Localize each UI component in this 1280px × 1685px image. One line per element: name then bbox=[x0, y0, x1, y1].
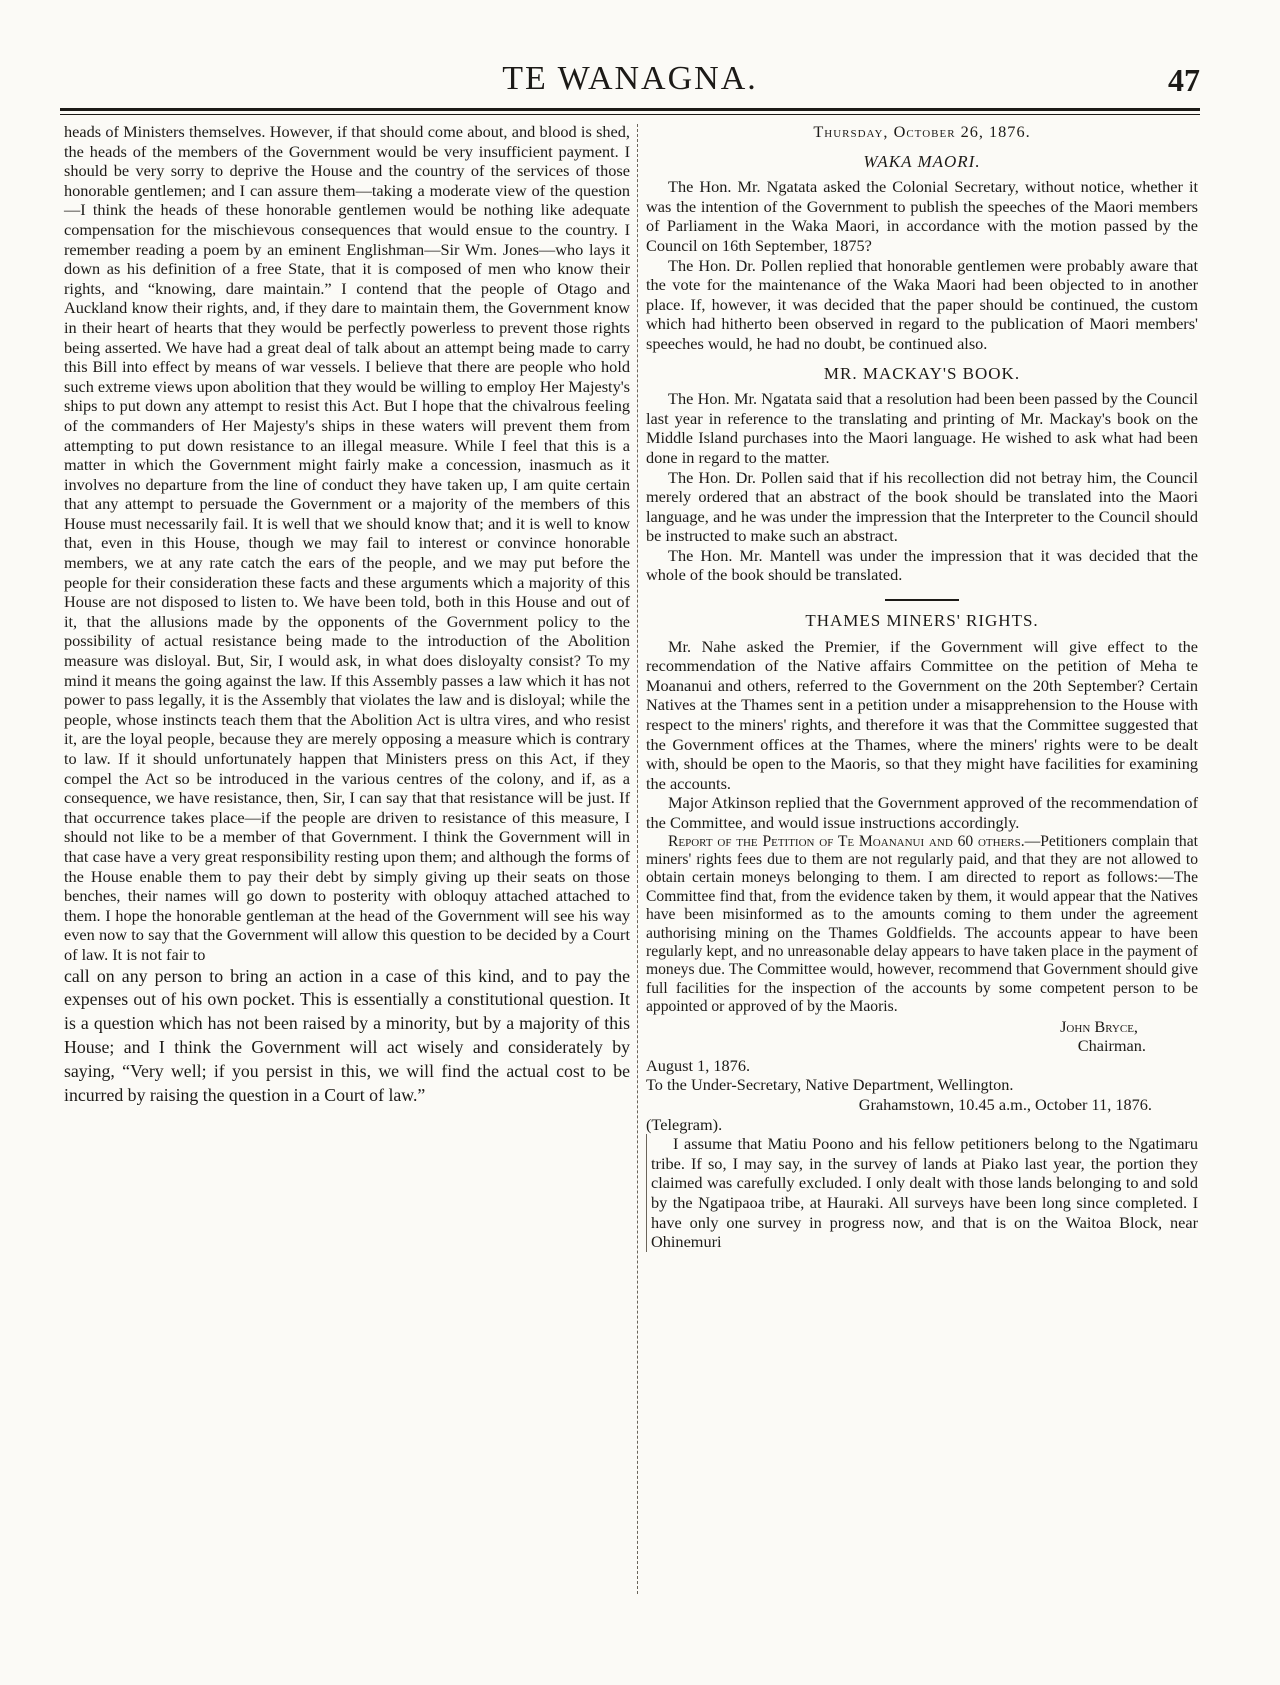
column-divider bbox=[637, 124, 638, 1594]
left-paragraph: heads of Ministers themselves. However, if that should come about, and blood is shed, the heads of the members of the Government would be very insufficient payment. I should be very sorry to deprive the House and the country of the services of those honorable gentlemen; and I can assure them—taking a moderate view of the question—I think the heads of these honorable gentlemen would be nothing like adequate compensation for the mischievous consequences that would ensue to the country. I remember reading a poem by an eminent Englishman—Sir Wm. Jones—who lays it down as his definition of a free State, that it is composed of men who know their rights, and “knowing, dare maintain.” I contend that the people of Otago and Auckland know their rights, and, if they dare to maintain them, the Government know in their heart of hearts that they would be perfectly powerless to prevent those rights being asserted. We have had a great deal of talk about an attempt being made to carry this Bill into effect by means of war vessels. I believe that there are people who hold such extreme views upon abolition that they would be willing to employ Her Majesty's ships to put down any attempt to resist this Act. But I hope that the chivalrous feeling of the commanders of Her Majesty's ships in these waters will prevent them from attempting to put down resistance to an illegal measure. While I feel that this is a matter in which the Government might fairly make a concession, inasmuch as it involves no departure from the line of conduct they have taken up, I am quite certain that any attempt to persuade the Government or a majority of the members of this House must necessarily fail. It is well that we should know that; and it is well to know that, even in this House, though we may fail to interest or convince honorable members, we at any rate catch the ears of the people, and we may put before the people for their consideration these facts and these arguments which a majority of this House are not disposed to listen to. We have been told, both in this House and out of it, that the allusions made by the opponents of the Government policy to the possibility of actual resistance being made to the introduction of the Abolition measure was disloyal. But, Sir, I would ask, in what does disloyalty consist? To my mind it means the going against the law. If this Assembly passes a law which it has not power to pass legally, it is the Assembly that violates the law and is disloyal; while the people, whose instincts teach them that the Abolition Act is ultra vires, and who resist it, are the loyal people, because they are merely opposing a measure which is contrary to law. If it should unfortunately happen that Ministers press on this Act, if they compel the Act so be introduced in the various centres of the colony, and if, as a consequence, we have resistance, then, Sir, I can say that that resistance will be just. If that occurrence takes place—if the people are driven to resistance of this measure, I should not like to be a member of that Government. I think the Government will in that case have a very great responsibility resting upon them; and although the forms of the House enable them to pay their debt by simply giving up their seats on those benches, their names will go down to posterity with obloquy attached attached to them. I hope the honorable gentleman at the head of the Government will see his way even now to say that the Government will allow this question to be decided by a Court of law. It is not fair to bbox=[64, 122, 630, 964]
section-paragraph: The Hon. Dr. Pollen said that if his recollection did not betray him, the Council merely ordered that an abstract of the book should be translated into the Maori language, and he was under the impression that the Interpreter to the Council should be instructed to make such an abstract. bbox=[646, 467, 1198, 546]
report-signature-title: Chairman. bbox=[1077, 1036, 1146, 1056]
section-heading-thames-miners-rights: THAMES MINERS' RIGHTS. bbox=[805, 611, 1039, 631]
section-paragraph: The Hon. Mr. Mantell was under the impression that it was decided that the whole of the book should be translated. bbox=[646, 545, 1198, 585]
section-paragraph: The Hon. Mr. Ngatata said that a resolution had been been passed by the Council last year in reference to the translating and printing of Mr. Mackay's book on the Middle Island purchases into the Maori language. He wished to ask what had been done in regard to the matter. bbox=[646, 389, 1198, 467]
section-paragraph: The Hon. Dr. Pollen replied that honorable gentlemen were probably aware that the vote for the maintenance of the Waka Maori had been objected to in another place. If, however, it was decided that the paper should be continued, the custom which had hitherto been observed in regard to the publication of Maori members' speeches would, he had no doubt, be continued also. bbox=[646, 255, 1198, 353]
committee-report bbox=[646, 833, 1198, 1017]
masthead bbox=[60, 60, 1200, 104]
report-signature-name: John Bryce, bbox=[1060, 1016, 1138, 1036]
right-column bbox=[646, 122, 1198, 1252]
page-number: 47 bbox=[1168, 62, 1200, 98]
header-rule bbox=[60, 108, 1200, 115]
telegraph-origin: Grahamstown, 10.45 a.m., October 11, 1876. bbox=[858, 1095, 1152, 1115]
section-paragraph: Mr. Nahe asked the Premier, if the Government will give effect to the recommendation of the Native affairs Committee on the petition of Meha te Moananui and others, referred to the Government on the 20th September? Certain Natives at the Thames sent in a petition under a misapprehension to the House with respect to the miners' rights, and therefore it was that the Committee suggested that the Government offices at the Thames, where the miners' rights were to be dealt with, should be open to the Maoris, so that they might have facilities for examining the accounts. bbox=[646, 636, 1198, 793]
section-paragraph: Major Atkinson replied that the Government approved of the recommendation of the Committee, and would issue instructions accordingly. bbox=[646, 793, 1198, 832]
session-date: Thursday, October 26, 1876. bbox=[813, 122, 1031, 141]
report-body: —Petitioners complain that miners' rights fees due to them are not regularly paid, and that they are not allowed to obtain certain moneys belonging to them. I am directed to report as follows:—The Committee find that, from the evidence taken by them, it would appear that the Natives have been misinformed as to the amounts coming to them under the agreement authorising mining on the Thames Goldfields. The accounts appear to have been regularly kept, and no unreasonable delay appears to have taken place in the payment of moneys due. The Committee would, however, recommend that Government should give full facilities for the inspection of the accounts by some competent person to be appointed or approved of by the Maoris. bbox=[646, 832, 1198, 1016]
telegram-label: (Telegram). bbox=[646, 1114, 723, 1134]
section-heading-mackays-book: MR. MACKAY'S BOOK. bbox=[823, 363, 1021, 383]
left-column bbox=[64, 122, 630, 1107]
newspaper-title: TE WANAGNA. bbox=[502, 60, 758, 97]
telegram-body: I assume that Matiu Poono and his fellow petitioners belong to the Ngatimaru tribe. If so, I may say, in the survey of lands at Piako last year, the portion they claimed was carefully excluded. I only dealt with those lands belonging to and sold by the Ngatipaoa tribe, at Hauraki. All surveys have been long since completed. I have only one survey in progress now, and that is on the Waitoa Block, near Ohinemuri bbox=[646, 1134, 1198, 1252]
report-lead: Report of the Petition of Te Moananui and 60 others. bbox=[668, 832, 1025, 850]
section-paragraph: The Hon. Mr. Ngatata asked the Colonial Secretary, without notice, whether it was the intention of the Government to publish the speeches of the Maori members of Parliament in the Waka Maori, in accordance with the motion passed by the Council on 16th September, 1875? bbox=[646, 177, 1198, 255]
section-separator-rule bbox=[885, 599, 959, 601]
letter-date: August 1, 1876. bbox=[646, 1055, 751, 1075]
left-paragraph: call on any person to bring an action in a case of this kind, and to pay the expenses out of his own pocket. This is essentially a constitutional question. It is a question which has not been raised by a minority, but by a majority of this House; and I think the Government will act wisely and considerately by saying, “Very well; if you persist in this, we will find the actual cost to be incurred by raising the question in a Court of law.” bbox=[64, 965, 630, 1105]
letter-address: To the Under-Secretary, Native Department, Wellington. bbox=[646, 1075, 1014, 1095]
section-heading-waka-maori: WAKA MAORI. bbox=[863, 151, 981, 171]
